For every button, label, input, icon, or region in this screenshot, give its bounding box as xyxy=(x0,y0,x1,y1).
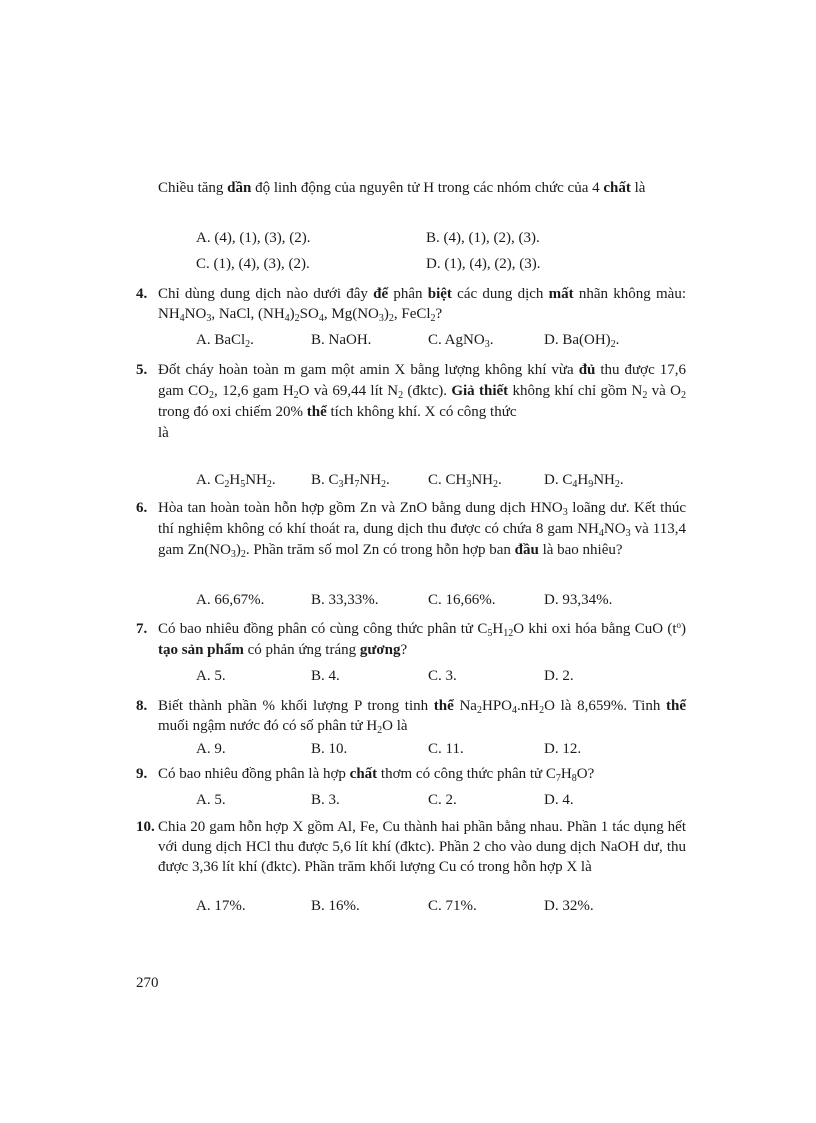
option-c: C. 2. xyxy=(428,792,457,808)
question-number: 6. xyxy=(136,500,148,516)
question-text: Đốt cháy hoàn toàn m gam một amin X bằng lượng không khí vừa đủ thu được 17,6 gam $CO_2$, 12,6 gam $H_2O$ và 69,44 lít $N_2$ (đktc). Giả thiết không khí chỉ gồm $N_2$ và $O_2$ trong đó oxi chiếm 20% thể tích không khí. X có công thức là xyxy=(158,362,687,441)
question-number: 9. xyxy=(136,766,148,782)
option-b: B. (4), (1), (2), (3). xyxy=(426,230,540,246)
option-b: B. 3. xyxy=(311,792,340,808)
option-b: B. $C_3H_7NH_2$. xyxy=(311,472,390,490)
option-a: A. 9. xyxy=(196,741,226,757)
option-a: A. (4), (1), (3), (2). xyxy=(196,230,311,246)
question-text: Có bao nhiêu đồng phân có cùng công thức phân tử $C_5H_{12}O$ khi oxi hóa bằng CuO $(t^o)$ tạo sản phẩm có phản ứng tráng gương? xyxy=(158,620,686,658)
question-7 xyxy=(136,619,686,661)
page-number: 270 xyxy=(136,975,159,991)
question-9 xyxy=(136,764,686,784)
question-text: Hòa tan hoàn toàn hỗn hợp gồm Zn và ZnO bằng dung dịch $HNO_3$ loãng dư. Kết thúc thí nghiệm không có khí thoát ra, dung dịch thu được có chứa 8 gam $NH_4NO_3$ và 113,4 gam $Zn(NO_3)_2$. Phần trăm số mol Zn có trong hỗn hợp ban đầu là bao nhiêu? xyxy=(158,500,687,560)
question-text: Chiều tăng dần độ linh động của nguyên tử H trong các nhóm chức của 4 chất là xyxy=(158,180,646,196)
option-a: A. 17%. xyxy=(196,898,246,914)
option-d: D. 12. xyxy=(544,741,582,757)
option-b: B. 33,33%. xyxy=(311,592,379,608)
option-a: A. 66,67%. xyxy=(196,592,265,608)
option-b: B. NaOH. xyxy=(311,332,372,348)
question-text: Chỉ dùng dung dịch nào dưới đây để phân biệt các dung dịch mất nhãn không màu: $NH_4NO_3$, NaCl, $(NH_4)_2SO_4$, $Mg(NO_3)_2$, FeCl$_2$? xyxy=(158,286,686,324)
option-d: D. 2. xyxy=(544,668,574,684)
option-d: D. 93,34%. xyxy=(544,592,613,608)
question-8 xyxy=(136,696,686,736)
option-a: A. BaCl$_2$. xyxy=(196,332,254,350)
question-number: 7. xyxy=(136,621,148,637)
option-d: D. 4. xyxy=(544,792,574,808)
option-c: C. $CH_3NH_2$. xyxy=(428,472,502,490)
question-text: Có bao nhiêu đồng phân là hợp chất thơm có công thức phân tử $C_7H_8O$? xyxy=(158,766,595,784)
option-b: B. 16%. xyxy=(311,898,360,914)
question-number: 10. xyxy=(136,819,155,835)
option-b: B. 4. xyxy=(311,668,340,684)
option-a: A. $C_2H_5NH_2$. xyxy=(196,472,276,490)
question-number: 8. xyxy=(136,698,148,714)
option-a: A. 5. xyxy=(196,792,226,808)
option-c: C. 11. xyxy=(428,741,464,757)
question-4 xyxy=(136,284,686,324)
question-6 xyxy=(136,498,686,561)
question-number: 4. xyxy=(136,286,148,302)
option-c: C. 71%. xyxy=(428,898,477,914)
question-text: Biết thành phần % khối lượng P trong tinh thể $Na_2HPO_4.nH_2O$ là 8,659%. Tinh thể muối ngậm nước đó có số phân tử $H_2O$ là xyxy=(158,698,687,736)
option-a: A. 5. xyxy=(196,668,226,684)
question-5 xyxy=(136,360,686,444)
option-b: B. 10. xyxy=(311,741,348,757)
option-d: D. $Ba(OH)_2$. xyxy=(544,332,620,350)
question-text: Chia 20 gam hỗn hợp X gồm Al, Fe, Cu thành hai phần bằng nhau. Phần 1 tác dụng hết với dung dịch HCl thu được 5,6 lít khí (đktc). Phần 2 cho vào dung dịch NaOH dư, thu được 3,36 lít khí (đktc). Phần trăm khối lượng Cu có trong hỗn hợp X là xyxy=(158,819,686,875)
option-c: C. AgNO$_3$. xyxy=(428,332,494,350)
question-3-continuation xyxy=(136,178,686,198)
question-10 xyxy=(136,817,686,877)
option-c: C. 3. xyxy=(428,668,457,684)
option-d: D. (1), (4), (2), (3). xyxy=(426,256,541,272)
option-d: D. $C_4H_9NH_2$. xyxy=(544,472,624,490)
option-c: C. (1), (4), (3), (2). xyxy=(196,256,310,272)
option-d: D. 32%. xyxy=(544,898,594,914)
option-c: C. 16,66%. xyxy=(428,592,496,608)
question-number: 5. xyxy=(136,362,148,378)
